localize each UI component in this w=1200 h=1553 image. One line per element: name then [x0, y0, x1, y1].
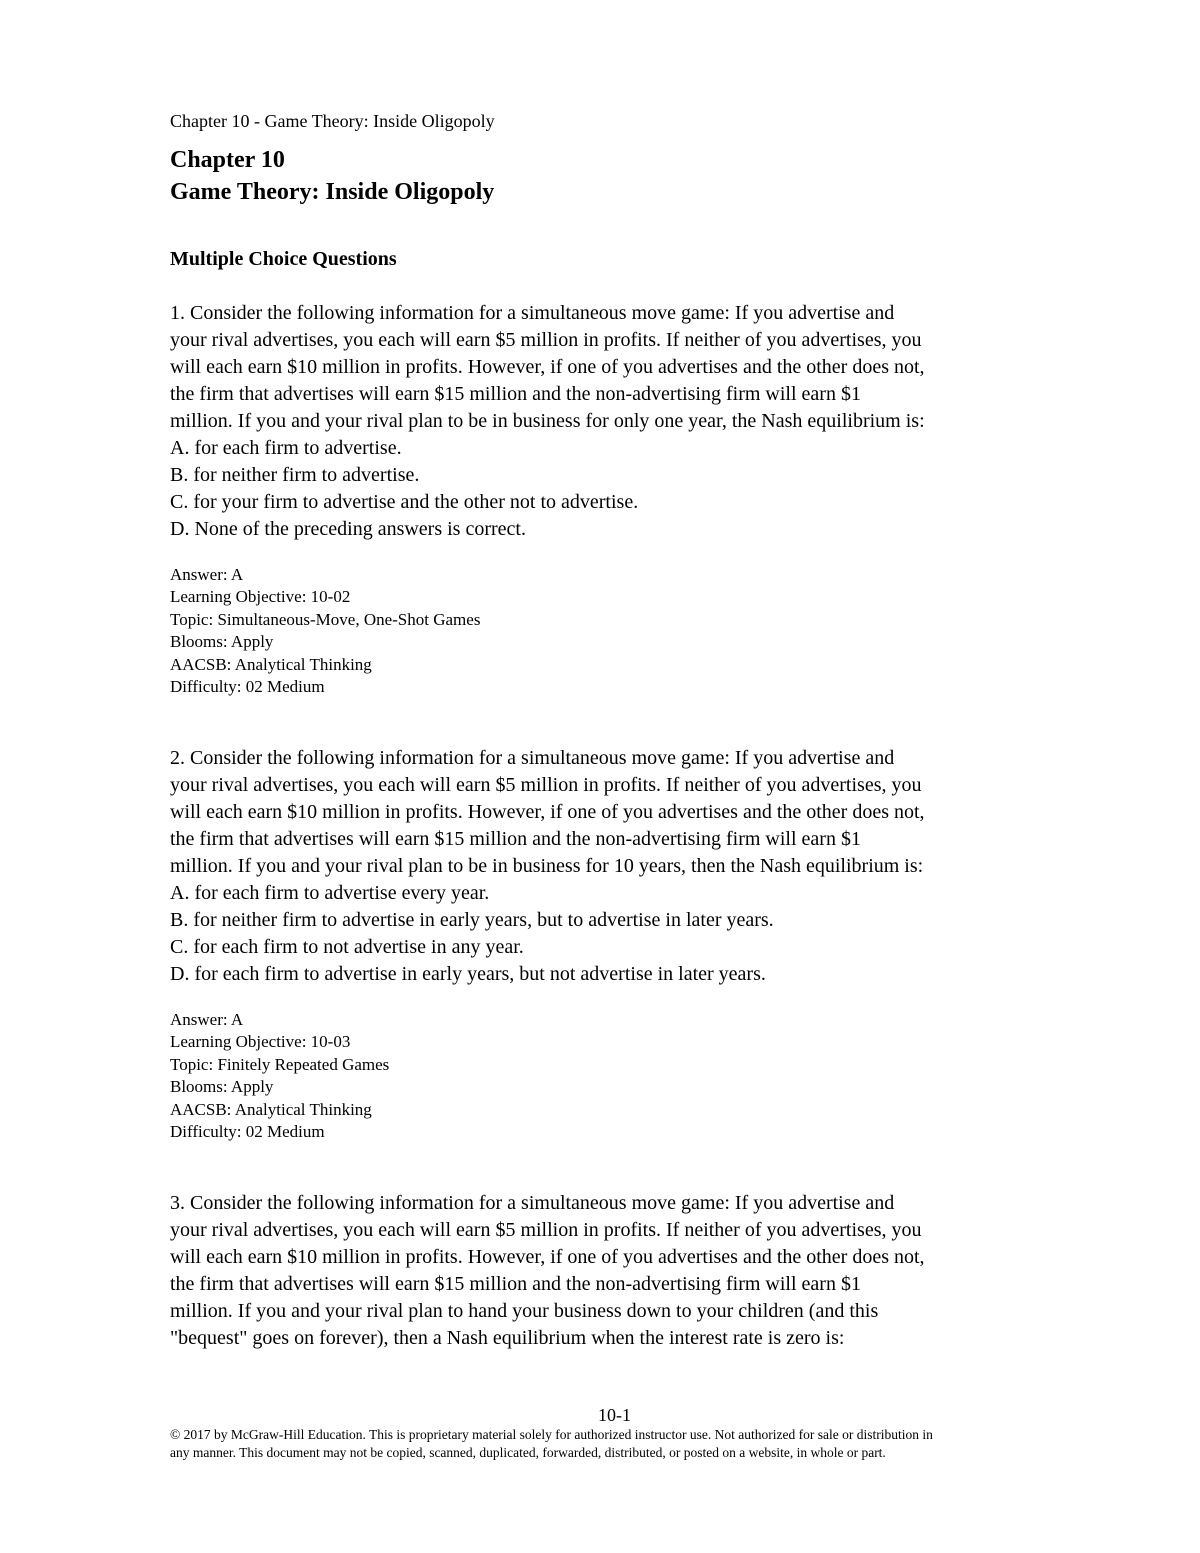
running-header: Chapter 10 - Game Theory: Inside Oligopoly — [170, 111, 495, 131]
chapter-title — [170, 144, 494, 208]
blooms: Blooms: Apply — [170, 632, 274, 652]
question-text-line: the firm that advertises will earn $15 million and the non-advertising firm will earn $1 — [170, 828, 861, 850]
question-1-metadata — [170, 564, 480, 698]
question-text-line: will each earn $10 million in profits. However, if one of you advertises and the other does not, — [170, 356, 925, 378]
question-3 — [170, 1190, 1070, 1352]
answer-option-d: D. None of the preceding answers is correct. — [170, 518, 526, 540]
aacsb: AACSB: Analytical Thinking — [170, 654, 372, 674]
copyright-notice — [170, 1426, 1070, 1462]
answer-key: Answer: A — [170, 565, 244, 584]
page-number: 10-1 — [598, 1405, 631, 1425]
answer-option-a: A. for each firm to advertise. — [170, 437, 402, 459]
question-text-line: your rival advertises, you each will earn $5 million in profits. If neither of you advertises, you — [170, 329, 922, 351]
question-text-line: will each earn $10 million in profits. However, if one of you advertises and the other does not, — [170, 1246, 925, 1268]
question-text-line: million. If you and your rival plan to be in business for only one year, the Nash equilibrium is: — [170, 410, 925, 432]
learning-objective: Learning Objective: 10-02 — [170, 587, 351, 607]
question-1 — [170, 300, 1070, 543]
question-text-line: your rival advertises, you each will earn $5 million in profits. If neither of you advertises, you — [170, 1219, 922, 1241]
blooms: Blooms: Apply — [170, 1077, 274, 1097]
question-text-line: 1. Consider the following information for a simultaneous move game: If you advertise and — [170, 302, 895, 324]
question-text-line: million. If you and your rival plan to hand your business down to your children (and this — [170, 1300, 879, 1322]
section-heading: Multiple Choice Questions — [170, 248, 397, 270]
aacsb: AACSB: Analytical Thinking — [170, 1099, 372, 1119]
topic: Topic: Finitely Repeated Games — [170, 1054, 390, 1074]
copyright-line: any manner. This document may not be copied, scanned, duplicated, forwarded, distributed, or posted on a website, in whole or part. — [170, 1445, 886, 1460]
answer-option-c: C. for your firm to advertise and the other not to advertise. — [170, 491, 639, 513]
answer-option-b: B. for neither firm to advertise. — [170, 464, 420, 486]
question-text-line: 2. Consider the following information for a simultaneous move game: If you advertise and — [170, 747, 895, 769]
question-2-metadata — [170, 1009, 389, 1143]
difficulty: Difficulty: 02 Medium — [170, 677, 325, 697]
answer-option-b: B. for neither firm to advertise in early years, but to advertise in later years. — [170, 909, 774, 931]
question-text-line: your rival advertises, you each will earn $5 million in profits. If neither of you advertises, you — [170, 774, 922, 796]
chapter-number: Chapter 10 — [170, 147, 285, 173]
answer-key: Answer: A — [170, 1010, 244, 1029]
question-2 — [170, 745, 1070, 988]
difficulty: Difficulty: 02 Medium — [170, 1122, 325, 1142]
answer-option-d: D. for each firm to advertise in early years, but not advertise in later years. — [170, 963, 766, 985]
question-text-line: "bequest" goes on forever), then a Nash equilibrium when the interest rate is zero is: — [170, 1327, 845, 1349]
question-text-line: the firm that advertises will earn $15 million and the non-advertising firm will earn $1 — [170, 1273, 861, 1295]
question-text-line: million. If you and your rival plan to be in business for 10 years, then the Nash equilibrium is: — [170, 855, 924, 877]
answer-option-a: A. for each firm to advertise every year. — [170, 882, 490, 904]
chapter-name: Game Theory: Inside Oligopoly — [170, 179, 495, 205]
answer-option-c: C. for each firm to not advertise in any year. — [170, 936, 524, 958]
copyright-line: © 2017 by McGraw-Hill Education. This is proprietary material solely for authorized instructor use. Not authorized for sale or distribution in — [170, 1427, 933, 1442]
question-text-line: will each earn $10 million in profits. However, if one of you advertises and the other does not, — [170, 801, 925, 823]
question-text-line: 3. Consider the following information for a simultaneous move game: If you advertise and — [170, 1192, 895, 1214]
topic: Topic: Simultaneous-Move, One-Shot Games — [170, 609, 481, 629]
learning-objective: Learning Objective: 10-03 — [170, 1032, 351, 1052]
question-text-line: the firm that advertises will earn $15 million and the non-advertising firm will earn $1 — [170, 383, 861, 405]
